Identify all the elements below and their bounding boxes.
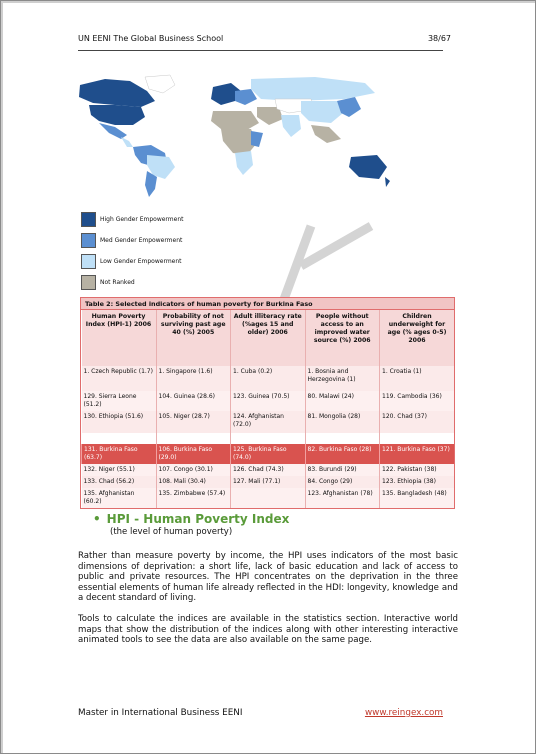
column-header: Probability of not surviving past age 40 (%) 2005 — [156, 310, 231, 366]
footer-link[interactable]: www.reingex.com — [364, 708, 443, 718]
table-cell: 129. Sierra Leone (51.2) — [82, 391, 157, 411]
table-cell: 104. Guinea (28.6) — [156, 391, 231, 411]
map-australia — [349, 155, 387, 179]
legend-item — [81, 251, 183, 272]
section-heading — [93, 512, 289, 526]
table-cell: 123. Ethiopia (38) — [380, 476, 455, 488]
map-east-africa — [251, 131, 263, 147]
table-cell: 120. Chad (37) — [380, 411, 455, 433]
table-cell: 107. Congo (30.1) — [156, 464, 231, 476]
map-mexico — [99, 123, 127, 139]
table-cell: 81. Mongolia (28) — [305, 411, 380, 433]
footer-title: Master in International Business EENI — [78, 708, 243, 718]
table-cell: 124. Afghanistan (72.0) — [231, 411, 306, 433]
table-row — [82, 476, 455, 488]
table-cell: 1. Singapore (1.6) — [156, 366, 231, 391]
table-cell: 119. Cambodia (36) — [380, 391, 455, 411]
table-cell: 106. Burkina Faso (29.0) — [156, 444, 231, 464]
map-southeast-asia — [311, 125, 341, 143]
map-greenland — [145, 75, 175, 93]
column-header: Human Poverty Index (HPI-1) 2006 — [82, 310, 157, 366]
table-cell: 135. Bangladesh (48) — [380, 488, 455, 508]
table-cell: 133. Chad (56.2) — [82, 476, 157, 488]
table-cell: 1. Croatia (1) — [380, 366, 455, 391]
table-cell: 105. Niger (28.7) — [156, 411, 231, 433]
table-row — [82, 366, 455, 391]
map-new-zealand — [385, 177, 390, 187]
table-cell: 135. Afghanistan (60.2) — [82, 488, 157, 508]
table-cell: 1. Cuba (0.2) — [231, 366, 306, 391]
table-cell: 83. Burundi (29) — [305, 464, 380, 476]
legend-item — [81, 209, 183, 230]
legend-item — [81, 230, 183, 251]
map-legend — [81, 209, 183, 293]
table-cell: 84. Congo (29) — [305, 476, 380, 488]
world-gender-empowerment-map — [75, 71, 391, 199]
table-cell: 108. Mali (30.4) — [156, 476, 231, 488]
table-cell: 123. Guinea (70.5) — [231, 391, 306, 411]
table-cell: 122. Pakistan (38) — [380, 464, 455, 476]
body-paragraph: Tools to calculate the indices are available in the statistics section. Interactive world maps that show the distribution of the indices along with other interesting interactive animated tools to see the data are also available on the same page. — [78, 614, 458, 645]
table-row — [82, 488, 455, 508]
page-header — [78, 34, 451, 43]
legend-label: Med Gender Empowerment — [100, 237, 183, 244]
table-spacer-row — [82, 433, 455, 444]
map-china — [301, 101, 343, 123]
section-heading-text: HPI - Human Poverty Index — [106, 512, 290, 526]
table-cell: 121. Burkina Faso (37) — [380, 444, 455, 464]
table-cell: 80. Malawi (24) — [305, 391, 380, 411]
legend-swatch-not-ranked — [81, 275, 96, 290]
legend-swatch-med — [81, 233, 96, 248]
table-cell: 82. Burkina Faso (28) — [305, 444, 380, 464]
map-canada — [79, 79, 155, 107]
table-cell — [231, 488, 306, 508]
legend-swatch-high — [81, 212, 96, 227]
table-cell: 132. Niger (55.1) — [82, 464, 157, 476]
page-number: 38/67 — [427, 34, 451, 43]
table-row — [82, 411, 455, 433]
section-subtitle: (the level of human poverty) — [110, 527, 233, 537]
map-central-america — [121, 137, 133, 147]
poverty-indicators-table — [80, 297, 455, 509]
table-cell: 131. Burkina Faso (63.7) — [82, 444, 157, 464]
legend-label: Low Gender Empowerment — [100, 258, 182, 265]
table-row — [82, 464, 455, 476]
legend-item — [81, 272, 183, 293]
table-cell: 1. Czech Republic (1.7) — [82, 366, 157, 391]
table-row — [82, 391, 455, 411]
body-paragraph: Rather than measure poverty by income, the HPI uses indicators of the most basic dimensions of deprivation: a short life, lack of basic education and lack of access to public and private resources. The HPI concentrates on the deprivation in the three essential elements of human life already reflected in the HDI: longevity, knowledge and a decent standard of living. — [78, 551, 458, 603]
header-rule — [78, 50, 443, 51]
bullet-icon: • — [93, 512, 101, 526]
table-cell: 135. Zimbabwe (57.4) — [156, 488, 231, 508]
table-header-row — [82, 310, 455, 366]
table-cell: 127. Mali (77.1) — [231, 476, 306, 488]
legend-label: Not Ranked — [100, 279, 135, 286]
table-cell: 130. Ethiopia (51.6) — [82, 411, 157, 433]
column-header: Children underweight for age (% ages 0-5) 2006 — [380, 310, 455, 366]
legend-swatch-low — [81, 254, 96, 269]
table-cell: 125. Burkina Faso (74.0) — [231, 444, 306, 464]
map-south-asia — [281, 115, 301, 137]
table-row-burkina-faso — [82, 444, 455, 464]
table-cell: 1. Bosnia and Herzegovina (1) — [305, 366, 380, 391]
map-southern-africa — [235, 151, 253, 175]
legend-label: High Gender Empowerment — [100, 216, 184, 223]
map-north-africa — [211, 111, 259, 131]
column-header: Adult illiteracy rate (%ages 15 and older) 2006 — [231, 310, 306, 366]
table-cell: 123. Afghanistan (78) — [305, 488, 380, 508]
table-title: Table 2: Selected indicators of human poverty for Burkina Faso — [81, 298, 454, 310]
header-title: UN EENI The Global Business School — [78, 34, 224, 43]
column-header: People without access to an improved water source (%) 2006 — [305, 310, 380, 366]
map-usa — [89, 105, 145, 125]
map-russia — [251, 77, 375, 101]
indicators-grid — [81, 310, 454, 508]
page-footer — [78, 708, 443, 718]
table-cell: 126. Chad (74.3) — [231, 464, 306, 476]
